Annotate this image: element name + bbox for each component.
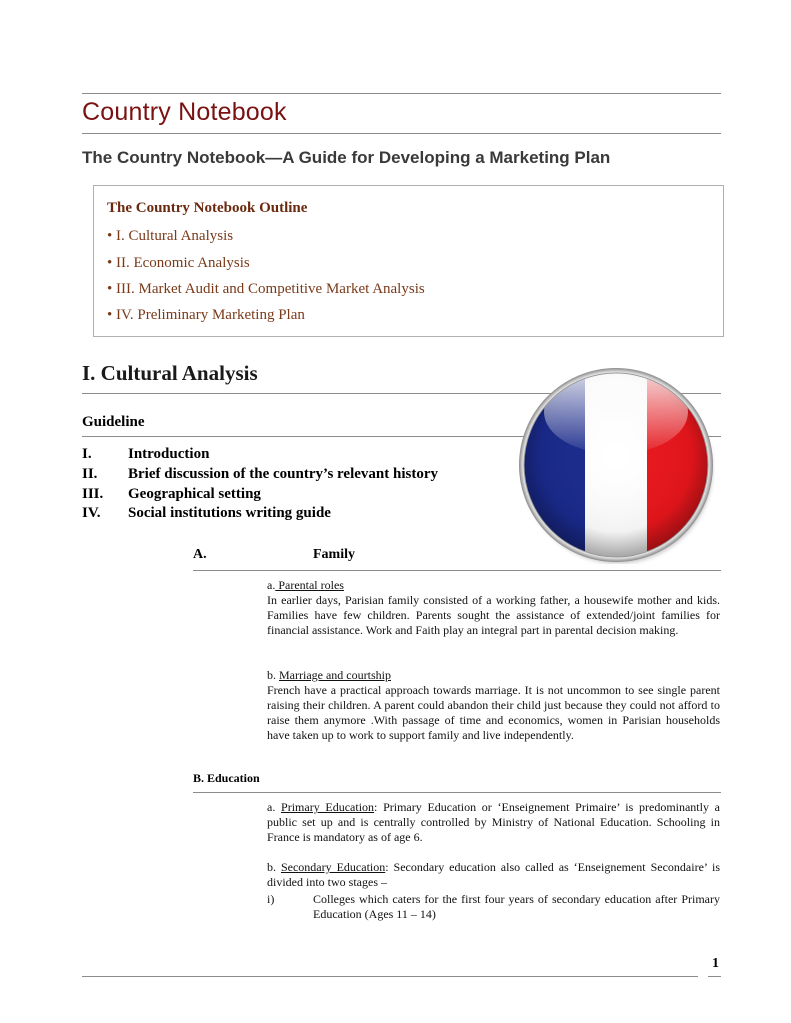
secondary-education-text: : Secondary education also called as ‘Enseignement Secondaire’ is divided into two stages – bbox=[267, 860, 720, 889]
guideline-item-geography: Geographical setting bbox=[128, 486, 261, 502]
france-flag-image bbox=[517, 366, 715, 564]
primary-education-prefix: a. bbox=[267, 800, 282, 814]
education-title: B. Education bbox=[193, 771, 260, 785]
secondary-education-label: Secondary Education bbox=[280, 860, 386, 874]
title-underline bbox=[82, 133, 721, 134]
outline-item-marketing-plan[interactable]: • IV. Preliminary Marketing Plan bbox=[107, 307, 305, 323]
primary-education-label: Primary Education bbox=[281, 800, 375, 814]
marriage-block bbox=[267, 668, 720, 743]
guideline-num: III. bbox=[82, 486, 104, 502]
outline-item-market-audit[interactable]: • III. Market Audit and Competitive Market Analysis bbox=[107, 281, 425, 297]
guideline-item-introduction: Introduction bbox=[128, 446, 210, 462]
outline-item-cultural[interactable]: • I. Cultural Analysis bbox=[107, 228, 234, 244]
marriage-prefix: b. bbox=[267, 668, 279, 682]
secondary-education-prefix: b. bbox=[267, 860, 281, 874]
guideline-item-history: Brief discussion of the country’s relevant history bbox=[128, 466, 438, 482]
secondary-education-block bbox=[267, 860, 720, 890]
family-rule bbox=[193, 570, 721, 571]
guideline-num: II. bbox=[82, 466, 98, 482]
education-rule bbox=[193, 792, 721, 793]
guideline-label: Guideline bbox=[82, 414, 145, 430]
family-title: Family bbox=[313, 547, 355, 562]
secondary-list-text: Colleges which caters for the first four years of secondary education after Primary Education (Ages 11 – 14) bbox=[313, 892, 720, 921]
family-letter: A. bbox=[193, 547, 207, 562]
secondary-list-num: i) bbox=[267, 892, 275, 906]
marriage-text: French have a practical approach towards marriage. It is not uncommon to see single parent raising their children. A parent could abandon their child just because they could not afford to raise them anymore .With passage of time and economics, women in Parisian households have taken up to work to support family and live independently. bbox=[267, 683, 720, 742]
primary-education-text: : Primary Education or ‘Enseignement Primaire’ is predominantly a public set up and is centrally controlled by Ministry of National Education. Schooling in France is mandatory as of age 6. bbox=[267, 800, 721, 844]
primary-education-block bbox=[267, 800, 720, 845]
document-subtitle: The Country Notebook—A Guide for Developing a Marketing Plan bbox=[82, 148, 611, 167]
page-number: 1 bbox=[712, 956, 719, 971]
parental-roles-text: In earlier days, Parisian family consisted of a working father, a housewife mother and kids. Families have few children. Parents sought the assistance of extended/joint families for financial assistance. Work and Faith play an integral part in parental decision making. bbox=[267, 593, 720, 637]
marriage-heading bbox=[267, 668, 720, 683]
section-heading: I. Cultural Analysis bbox=[82, 361, 258, 385]
footer-rule-short bbox=[708, 976, 721, 977]
guideline-item-social-institutions: Social institutions writing guide bbox=[128, 505, 331, 521]
guideline-num: IV. bbox=[82, 505, 101, 521]
marriage-label: Marriage and courtship bbox=[279, 668, 391, 682]
footer-rule bbox=[82, 976, 698, 977]
parental-roles-heading bbox=[267, 578, 720, 593]
guideline-num: I. bbox=[82, 446, 92, 462]
parental-roles-prefix: a. bbox=[267, 578, 276, 592]
outline-item-economic[interactable]: • II. Economic Analysis bbox=[107, 255, 250, 271]
document-title: Country Notebook bbox=[82, 98, 287, 126]
parental-roles-block bbox=[267, 578, 720, 638]
parental-roles-label: Parental roles bbox=[275, 578, 344, 592]
outline-title: The Country Notebook Outline bbox=[107, 200, 308, 216]
top-rule bbox=[82, 93, 721, 94]
